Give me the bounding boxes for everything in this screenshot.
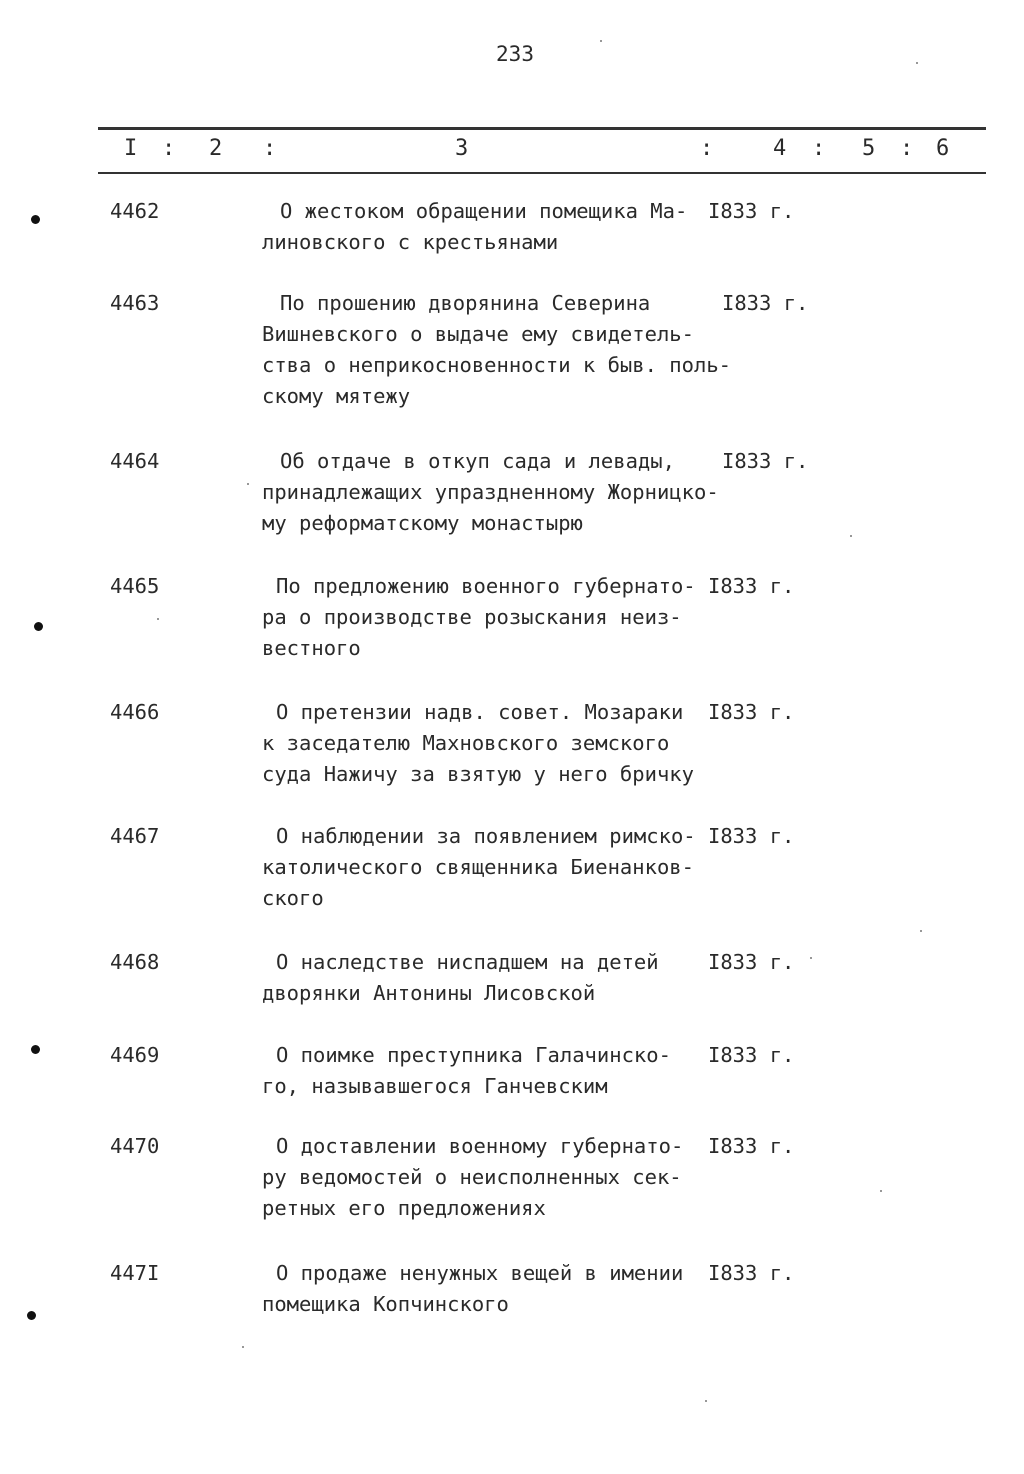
entry-title-line: По прошению дворянина Северина bbox=[280, 291, 651, 315]
column-separator: : bbox=[900, 136, 914, 161]
entry-year: I833 г. bbox=[708, 1043, 795, 1067]
column-header-4: 4 bbox=[773, 136, 787, 161]
entry-title bbox=[262, 1131, 712, 1224]
entry-number: 4468 bbox=[110, 950, 160, 974]
entry-number: 4469 bbox=[110, 1043, 160, 1067]
scan-speck bbox=[916, 62, 918, 64]
entry-number: 4463 bbox=[110, 291, 160, 315]
column-header-6: 6 bbox=[936, 136, 950, 161]
entry-title bbox=[262, 196, 712, 258]
entry-year: I833 г. bbox=[722, 449, 809, 473]
entry-number: 4466 bbox=[110, 700, 160, 724]
entry-title-line: О наследстве ниспадшем на детей bbox=[276, 950, 659, 974]
entry-title-line: принадлежащих упраздненному Жорницко- bbox=[262, 480, 719, 504]
entry-title-line: дворянки Антонины Лисовской bbox=[262, 981, 596, 1005]
entry-year: I833 г. bbox=[722, 291, 809, 315]
entry-title-line: О жестоком обращении помещика Ма- bbox=[280, 199, 688, 223]
entry-title-line: го, называвшегося Ганчевским bbox=[262, 1074, 608, 1098]
entry-title-line: к заседателю Махновского земского bbox=[262, 731, 670, 755]
column-header-1: I bbox=[124, 136, 138, 161]
punch-hole-mark bbox=[31, 215, 40, 224]
entry-year: I833 г. bbox=[708, 1261, 795, 1285]
entry-number: 4464 bbox=[110, 449, 160, 473]
column-separator: : bbox=[162, 136, 176, 161]
column-header-2: 2 bbox=[209, 136, 223, 161]
header-rule-bottom bbox=[98, 172, 986, 174]
entry-number: 4470 bbox=[110, 1134, 160, 1158]
entry-title bbox=[262, 821, 712, 914]
entry-title-line: По предложению военного губернато- bbox=[276, 574, 696, 598]
entry-number: 4467 bbox=[110, 824, 160, 848]
entry-title-line: католического священника Биенанков- bbox=[262, 855, 694, 879]
entry-title bbox=[262, 446, 719, 539]
entry-year: I833 г. bbox=[708, 950, 795, 974]
entry-title-line: ретных его предложениях bbox=[262, 1196, 546, 1220]
entry-title-line: О продаже ненужных вещей в имении bbox=[276, 1261, 684, 1285]
entry-title bbox=[262, 571, 712, 664]
entry-number: 4462 bbox=[110, 199, 160, 223]
entry-title bbox=[262, 1040, 712, 1102]
header-rule-top bbox=[98, 127, 986, 130]
entry-title-line: помещика Копчинского bbox=[262, 1292, 509, 1316]
scan-speck bbox=[705, 1400, 707, 1402]
scan-speck bbox=[810, 957, 812, 959]
entry-number: 447I bbox=[110, 1261, 160, 1285]
entry-title bbox=[262, 1258, 712, 1320]
entry-year: I833 г. bbox=[708, 199, 795, 223]
entry-title-line: О претензии надв. совет. Мозараки bbox=[276, 700, 684, 724]
entry-title-line: О поимке преступника Галачинско- bbox=[276, 1043, 671, 1067]
entry-title-line: вестного bbox=[262, 636, 361, 660]
entry-title-line: ра о производстве розыскания неиз- bbox=[262, 605, 682, 629]
column-separator: : bbox=[812, 136, 826, 161]
entry-title bbox=[262, 288, 731, 412]
scan-speck bbox=[247, 483, 249, 485]
scan-speck bbox=[242, 1346, 244, 1348]
page-number: 233 bbox=[496, 42, 534, 66]
entry-year: I833 г. bbox=[708, 574, 795, 598]
entry-title-line: линовского с крестьянами bbox=[262, 230, 559, 254]
entry-year: I833 г. bbox=[708, 700, 795, 724]
entry-number: 4465 bbox=[110, 574, 160, 598]
entry-title bbox=[262, 697, 712, 790]
entry-title-line: Вишневского о выдаче ему свидетель- bbox=[262, 322, 694, 346]
scan-speck bbox=[157, 618, 159, 620]
entry-year: I833 г. bbox=[708, 824, 795, 848]
entry-title-line: О наблюдении за появлением римско- bbox=[276, 824, 696, 848]
entry-title-line: ства о неприкосновенности к быв. поль- bbox=[262, 353, 731, 377]
entry-title-line: ского bbox=[262, 886, 324, 910]
punch-hole-mark bbox=[31, 1045, 40, 1054]
entry-title-line: Об отдаче в откуп сада и левады, bbox=[280, 449, 675, 473]
scan-speck bbox=[920, 930, 922, 932]
entry-title bbox=[262, 947, 712, 1009]
entry-year: I833 г. bbox=[708, 1134, 795, 1158]
punch-hole-mark bbox=[27, 1311, 36, 1320]
column-separator: : bbox=[263, 136, 277, 161]
column-header-3: 3 bbox=[455, 136, 469, 161]
entry-title-line: О доставлении военному губернато- bbox=[276, 1134, 684, 1158]
column-separator: : bbox=[700, 136, 714, 161]
scan-speck bbox=[850, 535, 852, 537]
scan-speck bbox=[600, 40, 602, 42]
entry-title-line: суда Нажичу за взятую у него бричку bbox=[262, 762, 694, 786]
scan-speck bbox=[880, 1190, 882, 1192]
column-header-5: 5 bbox=[862, 136, 876, 161]
entry-title-line: му реформатскому монастырю bbox=[262, 511, 583, 535]
column-header bbox=[0, 136, 1024, 168]
entry-title-line: скому мятежу bbox=[262, 384, 411, 408]
entry-title-line: ру ведомостей о неисполненных сек- bbox=[262, 1165, 682, 1189]
punch-hole-mark bbox=[34, 622, 43, 631]
